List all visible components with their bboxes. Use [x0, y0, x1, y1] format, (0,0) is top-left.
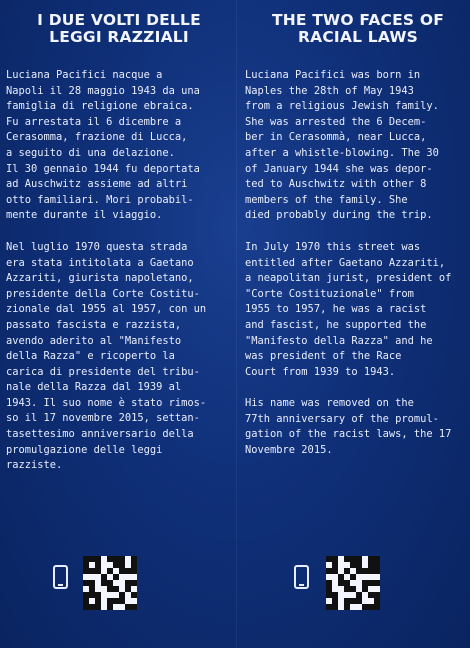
english-panel	[245, 0, 470, 648]
text-line: and fascist, he supported the	[245, 318, 427, 331]
qr-code[interactable]	[83, 556, 137, 610]
text-line: members of the family. She	[245, 193, 408, 206]
text-line: mente durante il viaggio.	[6, 209, 163, 222]
text-line: era stata intitolata a Gaetano	[6, 256, 194, 269]
text-line: Cerasomma, frazione di Lucca,	[6, 131, 188, 144]
qr-module	[131, 604, 137, 610]
text-line: ber in Cerasommà, near Lucca,	[245, 131, 427, 144]
text-line: famiglia di religione ebraica.	[6, 100, 194, 113]
text-line: Luciana Pacifici nacque a	[6, 69, 163, 81]
smartphone-icon	[53, 565, 68, 589]
paragraph	[245, 240, 470, 380]
title-line: I DUE VOLTI DELLE	[37, 11, 201, 29]
text-line: She was arrested the 6 Decem-	[245, 115, 427, 128]
paragraph	[245, 396, 470, 458]
text-line: presidente della Corte Costitu-	[6, 287, 200, 300]
english-title	[245, 12, 470, 48]
text-line: della Razza" e ricoperto la	[6, 350, 175, 363]
italian-body	[6, 68, 232, 474]
qr-module	[374, 604, 380, 610]
text-line: promulgazione delle leggi	[6, 443, 163, 456]
text-line: of January 1944 she was depor-	[245, 162, 433, 175]
text-line: nale della Razza dal 1939 al	[6, 381, 182, 394]
text-line: Napoli il 28 maggio 1943 da una	[6, 84, 200, 97]
text-line: 1955 to 1957, he was a racist	[245, 303, 427, 316]
text-line: In July 1970 this street was	[245, 240, 421, 253]
text-line: Il 30 gennaio 1944 fu deportata	[6, 162, 200, 175]
text-line: was president of the Race	[245, 350, 402, 363]
text-line: ad Auschwitz assieme ad altri	[6, 178, 188, 191]
title-line: THE TWO FACES OF	[271, 11, 445, 29]
text-line: Azzariti, giurista napoletano,	[6, 272, 194, 285]
text-line: Nel luglio 1970 questa strada	[6, 240, 188, 253]
text-line: 77th anniversary of the promul-	[245, 412, 439, 425]
text-line: "Corte Costituzionale" from	[245, 287, 414, 300]
text-line: ted to Auschwitz with other 8	[245, 178, 427, 191]
smartphone-icon	[294, 565, 309, 589]
text-line: 1943. Il suo nome è stato rimos-	[6, 396, 207, 409]
paragraph	[6, 240, 232, 474]
text-line: Court from 1939 to 1943.	[245, 365, 396, 378]
title-line: LEGGI RAZZIALI	[49, 28, 189, 46]
text-line: entitled after Gaetano Azzariti,	[245, 256, 446, 269]
text-line: Novembre 2015.	[245, 444, 333, 457]
paragraph	[6, 68, 232, 224]
text-line: from a religious Jewish family.	[245, 100, 439, 113]
italian-title	[6, 12, 232, 48]
text-line: avendo aderito al "Manifesto	[6, 334, 182, 347]
text-line: zionale dal 1955 al 1957, con un	[6, 303, 207, 316]
text-line: gation of the racist laws, the 17	[245, 428, 452, 441]
text-line: after a whistle-blowing. The 30	[245, 146, 439, 159]
text-line: razziste.	[6, 459, 63, 472]
text-line: carica di presidente del tribu-	[6, 365, 200, 378]
text-line: Luciana Pacifici was born in	[245, 69, 421, 81]
text-line: Fu arrestata il 6 dicembre a	[6, 115, 182, 128]
text-line: a neapolitan jurist, president of	[245, 272, 452, 285]
text-line: tasettesimo anniversario della	[6, 428, 194, 441]
paragraph	[245, 68, 470, 224]
italian-panel	[6, 0, 232, 648]
panel-divider	[236, 0, 237, 648]
title-line: RACIAL LAWS	[298, 28, 418, 46]
text-line: a seguito di una delazione.	[6, 146, 175, 159]
text-line: so il 17 novembre 2015, settan-	[6, 412, 200, 425]
text-line: Naples the 28th of May 1943	[245, 84, 414, 97]
text-line: passato fascista e razzista,	[6, 318, 182, 331]
text-line: His name was removed on the	[245, 397, 414, 410]
qr-code[interactable]	[326, 556, 380, 610]
text-line: died probably during the trip.	[245, 209, 433, 222]
text-line: otto familiari. Mori probabil-	[6, 193, 194, 206]
text-line: "Manifesto della Razza" and he	[245, 334, 433, 347]
english-body	[245, 68, 470, 459]
